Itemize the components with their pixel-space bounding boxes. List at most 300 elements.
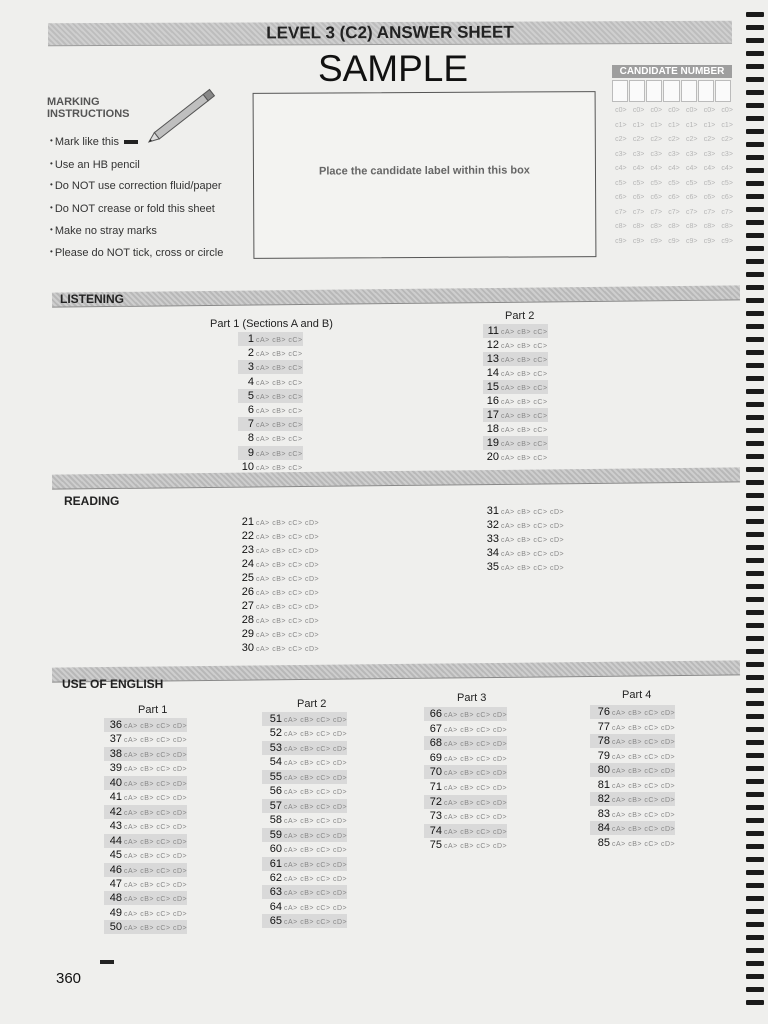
answer-row[interactable] (590, 763, 675, 777)
answer-bubbles[interactable]: cA> cB> cC> cD> (256, 548, 320, 555)
answer-row[interactable] (590, 836, 675, 850)
question-number: 58 (269, 814, 282, 827)
answer-row[interactable] (238, 389, 303, 403)
label-box-text: Place the candidate label within this box (318, 164, 530, 178)
answer-row[interactable] (483, 450, 548, 464)
candidate-digit-row (612, 119, 736, 134)
answer-bubbles[interactable]: cA> cB> cC> cD> (284, 818, 348, 826)
question-number: 29 (241, 628, 254, 640)
answer-bubbles[interactable]: cA> cB> cC> (256, 436, 303, 444)
question-number: 16 (486, 395, 499, 407)
answer-bubbles[interactable]: cA> cB> cC> (256, 464, 303, 472)
question-number: 60 (269, 843, 282, 856)
candidate-digit-bubble[interactable]: c8> (703, 223, 716, 230)
instruction-no-tick: • Please do NOT tick, cross or circle (50, 247, 224, 259)
candidate-digit-bubble[interactable]: c2> (721, 136, 733, 143)
answer-bubbles[interactable]: cA> cB> cC> cD> (444, 741, 508, 749)
candidate-digit-bubble[interactable]: c4> (685, 165, 698, 172)
answer-row[interactable] (483, 324, 548, 338)
candidate-digit-bubble[interactable]: c9> (685, 237, 698, 245)
answer-row[interactable] (234, 543, 319, 557)
question-number: 74 (429, 824, 442, 837)
candidate-digit-bubble[interactable]: c4> (668, 165, 680, 172)
answer-row[interactable] (262, 784, 347, 798)
candidate-digit-bubble[interactable]: c2> (650, 136, 663, 143)
answer-bubbles[interactable]: cA> cB> cC> cD> (612, 753, 676, 761)
answer-row[interactable] (424, 780, 507, 794)
candidate-digit-bubble[interactable]: c1> (685, 121, 698, 129)
answer-row[interactable] (483, 352, 548, 366)
question-number: 14 (486, 367, 499, 379)
answer-row[interactable] (234, 571, 319, 585)
candidate-digit-bubble[interactable]: c4> (721, 165, 733, 172)
candidate-digit-bubble[interactable]: c7> (721, 208, 733, 216)
candidate-digit-bubble[interactable]: c7> (615, 208, 627, 216)
listening-section-bar (52, 285, 740, 307)
answer-bubbles[interactable]: cA> cB> cC> cD> (124, 737, 188, 745)
question-number: 12 (486, 339, 499, 351)
answer-bubbles[interactable]: cA> cB> cC> (256, 351, 303, 359)
answer-row[interactable] (104, 747, 187, 761)
question-number: 61 (269, 857, 282, 870)
sheet-title: LEVEL 3 (C2) ANSWER SHEET (48, 21, 732, 46)
answer-bubbles[interactable]: cA> cB> cC> cD> (256, 604, 320, 611)
answer-bubbles[interactable]: cA> cB> cC> cD> (612, 739, 676, 746)
candidate-digit-bubble[interactable]: c0> (685, 107, 698, 114)
answer-row[interactable] (238, 360, 303, 374)
candidate-digit-bubble[interactable]: c3> (650, 150, 663, 158)
question-number: 49 (109, 906, 122, 919)
answer-row[interactable] (262, 871, 347, 885)
candidate-digit-bubble[interactable]: c8> (721, 223, 733, 230)
answer-bubbles[interactable]: cA> cB> cC> (501, 413, 548, 420)
instruction-no-correction-fluid: • Do NOT use correction fluid/paper (50, 180, 222, 192)
answer-row[interactable] (424, 824, 507, 838)
candidate-digit-bubble[interactable]: c0> (721, 107, 733, 114)
candidate-digit-bubble[interactable]: c3> (615, 150, 627, 158)
question-number: 13 (486, 353, 499, 365)
candidate-digit-bubble[interactable]: c7> (632, 208, 645, 216)
candidate-digit-row (612, 206, 736, 221)
answer-bubbles[interactable]: cA> cB> cC> cD> (124, 751, 188, 759)
answer-bubbles[interactable]: cA> cB> cC> cD> (612, 782, 676, 790)
question-number: 68 (429, 737, 442, 750)
answer-bubbles[interactable]: cA> cB> cC> cD> (284, 847, 348, 855)
question-number: 62 (269, 871, 282, 884)
answer-bubbles[interactable]: cA> cB> cC> cD> (284, 919, 348, 927)
answer-row[interactable] (234, 515, 319, 529)
answer-row[interactable] (234, 599, 319, 613)
answer-row[interactable] (483, 546, 564, 560)
candidate-digit-bubble[interactable]: c8> (615, 223, 627, 230)
candidate-number-boxes[interactable] (612, 80, 732, 102)
answer-bubbles[interactable]: cA> cB> cC> (501, 357, 548, 364)
question-number: 70 (429, 766, 442, 779)
candidate-digit-bubble[interactable]: c3> (703, 150, 716, 158)
question-number: 67 (429, 722, 442, 735)
answer-bubbles[interactable]: cA> cB> cC> (501, 399, 548, 406)
question-number: 52 (269, 727, 282, 740)
answer-bubbles[interactable]: cA> cB> cC> (256, 365, 303, 373)
answer-bubbles[interactable]: cA> cB> cC> cD> (284, 832, 348, 840)
answer-bubbles[interactable]: cA> cB> cC> cD> (501, 565, 565, 572)
candidate-digit-bubble[interactable]: c2> (668, 136, 680, 143)
answer-bubbles[interactable]: cA> cB> cC> (501, 343, 548, 350)
question-number: 31 (486, 505, 499, 517)
answer-row[interactable] (104, 891, 187, 905)
answer-row[interactable] (483, 366, 548, 380)
question-number: 55 (269, 770, 282, 783)
answer-bubbles[interactable]: cA> cB> cC> cD> (256, 562, 320, 569)
candidate-digit-bubble[interactable]: c0> (650, 107, 663, 114)
answer-bubbles[interactable]: cA> cB> cC> cD> (256, 646, 320, 653)
answer-bubbles[interactable]: cA> cB> cC> cD> (612, 840, 676, 848)
candidate-digit-bubble[interactable]: c6> (721, 194, 733, 201)
answer-bubbles[interactable]: cA> cB> cC> cD> (124, 925, 188, 933)
answer-row[interactable] (104, 718, 187, 732)
candidate-number-grid[interactable] (612, 104, 736, 249)
answer-row[interactable] (483, 338, 548, 352)
answer-row[interactable] (234, 641, 319, 655)
candidate-digit-bubble[interactable]: c6> (685, 194, 698, 201)
answer-row[interactable] (104, 819, 187, 833)
answer-row[interactable] (234, 627, 319, 641)
answer-row[interactable] (262, 842, 347, 856)
answer-row[interactable] (104, 732, 187, 746)
candidate-digit-bubble[interactable]: c1> (650, 121, 663, 129)
answer-bubbles[interactable]: cA> cB> cC> cD> (284, 731, 348, 739)
answer-bubbles[interactable]: cA> cB> cC> cD> (124, 896, 188, 904)
answer-bubbles[interactable]: cA> cB> cC> (501, 385, 548, 392)
question-number: 82 (597, 793, 610, 805)
answer-bubbles[interactable]: cA> cB> cC> cD> (444, 843, 508, 851)
answer-row[interactable] (262, 885, 347, 899)
answer-row[interactable] (238, 446, 303, 460)
listening-part2-heading: Part 2 (505, 310, 535, 322)
answer-bubbles[interactable]: cA> cB> cC> (256, 450, 303, 458)
answer-bubbles[interactable]: cA> cB> cC> cD> (284, 774, 348, 782)
candidate-digit-bubble[interactable]: c8> (668, 223, 680, 230)
candidate-digit-bubble[interactable]: c0> (632, 107, 645, 114)
answer-row[interactable] (590, 792, 675, 806)
question-number: 7 (247, 418, 254, 431)
answer-row[interactable] (424, 809, 507, 823)
question-number: 15 (486, 381, 499, 393)
candidate-digit-bubble[interactable]: c7> (703, 208, 716, 216)
answer-row[interactable] (262, 770, 347, 784)
answer-bubbles[interactable]: cA> cB> cC> cD> (124, 853, 188, 861)
answer-row[interactable] (483, 436, 548, 450)
answer-row[interactable] (262, 813, 347, 827)
answer-row[interactable] (104, 848, 187, 862)
candidate-digit-row (612, 104, 736, 119)
answer-bubbles[interactable]: cA> cB> cC> (256, 422, 303, 430)
answer-row[interactable] (104, 761, 187, 775)
answer-bubbles[interactable]: cA> cB> cC> cD> (501, 509, 565, 516)
candidate-digit-bubble[interactable]: c5> (668, 179, 680, 187)
answer-bubbles[interactable]: cA> cB> cC> cD> (124, 910, 188, 918)
candidate-digit-bubble[interactable]: c2> (632, 136, 645, 143)
answer-bubbles[interactable]: cA> cB> cC> (501, 329, 548, 336)
answer-row[interactable] (262, 900, 347, 914)
candidate-digit-bubble[interactable]: c8> (650, 223, 663, 230)
candidate-digit-bubble[interactable]: c1> (668, 121, 680, 129)
answer-bubbles[interactable]: cA> cB> cC> cD> (124, 809, 188, 817)
answer-row[interactable] (238, 332, 303, 346)
candidate-digit-bubble[interactable]: c8> (632, 223, 645, 230)
candidate-digit-bubble[interactable]: c9> (632, 237, 645, 245)
listening-heading: LISTENING (60, 292, 125, 306)
answer-row[interactable] (104, 863, 187, 877)
answer-row[interactable] (483, 532, 564, 546)
answer-row[interactable] (262, 828, 347, 842)
answer-row[interactable] (590, 705, 675, 719)
candidate-digit-bubble[interactable]: c2> (703, 136, 716, 143)
candidate-digit-bubble[interactable]: c1> (721, 121, 733, 129)
candidate-digit-bubble[interactable]: c3> (685, 150, 698, 158)
candidate-digit-bubble[interactable]: c5> (703, 179, 716, 187)
answer-row[interactable] (424, 722, 507, 736)
candidate-digit-row (612, 133, 736, 148)
candidate-digit-bubble[interactable]: c3> (721, 150, 733, 158)
candidate-digit-bubble[interactable]: c6> (632, 194, 645, 201)
answer-row[interactable] (238, 431, 303, 445)
candidate-digit-bubble[interactable]: c7> (668, 208, 680, 216)
answer-bubbles[interactable]: cA> cB> cC> cD> (124, 867, 188, 875)
answer-row[interactable] (424, 838, 507, 852)
answer-row[interactable] (104, 790, 187, 804)
candidate-digit-bubble[interactable]: c2> (615, 136, 627, 143)
answer-row[interactable] (590, 821, 675, 835)
answer-bubbles[interactable]: cA> cB> cC> cD> (501, 523, 565, 530)
answer-row[interactable] (590, 778, 675, 792)
answer-row[interactable] (262, 712, 347, 726)
answer-bubbles[interactable]: cA> cB> cC> cD> (124, 723, 188, 730)
answer-row[interactable] (262, 755, 347, 769)
answer-bubbles[interactable]: cA> cB> cC> cD> (124, 766, 188, 774)
answer-bubbles[interactable]: cA> cB> cC> cD> (284, 760, 348, 768)
question-number: 76 (597, 706, 610, 718)
answer-row[interactable] (590, 720, 675, 734)
answer-bubbles[interactable]: cA> cB> cC> cD> (284, 803, 348, 811)
answer-row[interactable] (424, 736, 507, 750)
question-number: 54 (269, 756, 282, 769)
answer-bubbles[interactable]: cA> cB> cC> cD> (124, 780, 188, 788)
answer-row[interactable] (238, 403, 303, 417)
question-number: 79 (597, 749, 610, 762)
candidate-digit-bubble[interactable]: c1> (703, 121, 716, 129)
question-number: 45 (109, 849, 122, 862)
candidate-digit-bubble[interactable]: c6> (615, 194, 627, 201)
uoe-part4-heading: Part 4 (622, 689, 652, 701)
answer-bubbles[interactable]: cA> cB> cC> cD> (444, 726, 508, 734)
answer-bubbles[interactable]: cA> cB> cC> cD> (256, 534, 320, 541)
candidate-digit-bubble[interactable]: c9> (650, 237, 663, 245)
answer-bubbles[interactable]: cA> cB> cC> cD> (284, 904, 348, 912)
candidate-digit-bubble[interactable]: c9> (668, 237, 680, 245)
answer-bubbles[interactable]: cA> cB> cC> cD> (256, 618, 320, 625)
answer-row[interactable] (590, 807, 675, 821)
answer-bubbles[interactable]: cA> cB> cC> cD> (284, 861, 348, 869)
answer-row[interactable] (262, 741, 347, 755)
answer-bubbles[interactable]: cA> cB> cC> cD> (256, 590, 320, 597)
answer-row[interactable] (234, 613, 319, 627)
answer-bubbles[interactable]: cA> cB> cC> (256, 379, 303, 387)
answer-row[interactable] (238, 417, 303, 431)
candidate-digit-bubble[interactable]: c1> (615, 121, 627, 129)
question-number: 38 (109, 747, 122, 760)
answer-bubbles[interactable]: cA> cB> cC> cD> (612, 811, 676, 819)
candidate-digit-bubble[interactable]: c9> (615, 237, 627, 245)
answer-row[interactable] (104, 906, 187, 920)
answer-bubbles[interactable]: cA> cB> cC> cD> (124, 838, 188, 846)
instruction-mark-like-this: • Mark like this (50, 136, 138, 148)
question-number: 28 (241, 614, 254, 626)
answer-bubbles[interactable]: cA> cB> cC> cD> (256, 632, 320, 639)
answer-bubbles[interactable]: cA> cB> cC> cD> (284, 745, 348, 753)
candidate-digit-bubble[interactable]: c3> (632, 150, 645, 158)
answer-row[interactable] (262, 914, 347, 928)
question-number: 42 (109, 805, 122, 818)
answer-row[interactable] (483, 560, 564, 574)
answer-row[interactable] (483, 504, 564, 518)
instruction-no-stray-marks: • Make no stray marks (50, 225, 157, 237)
question-number: 50 (109, 921, 122, 934)
candidate-digit-bubble[interactable]: c3> (668, 150, 680, 158)
answer-bubbles[interactable]: cA> cB> cC> cD> (284, 875, 348, 883)
candidate-digit-bubble[interactable]: c5> (632, 179, 645, 187)
candidate-number-heading: CANDIDATE NUMBER (612, 65, 732, 78)
answer-bubbles[interactable]: cA> cB> cC> (501, 427, 548, 434)
answer-bubbles[interactable]: cA> cB> cC> cD> (444, 770, 508, 778)
answer-bubbles[interactable]: cA> cB> cC> cD> (612, 768, 676, 775)
question-number: 37 (109, 733, 122, 746)
question-number: 66 (429, 708, 442, 720)
answer-bubbles[interactable]: cA> cB> cC> cD> (501, 537, 565, 544)
answer-row[interactable] (483, 394, 548, 408)
answer-row[interactable] (424, 751, 507, 765)
candidate-digit-bubble[interactable]: c4> (632, 165, 645, 172)
question-number: 53 (269, 741, 282, 754)
candidate-digit-bubble[interactable]: c6> (703, 194, 716, 201)
answer-row[interactable] (104, 776, 187, 790)
answer-row[interactable] (104, 877, 187, 891)
candidate-digit-bubble[interactable]: c9> (721, 237, 733, 245)
answer-bubbles[interactable]: cA> cB> cC> cD> (256, 576, 320, 583)
question-number: 40 (109, 776, 122, 789)
answer-bubbles[interactable]: cA> cB> cC> cD> (612, 724, 676, 732)
answer-bubbles[interactable]: cA> cB> cC> cD> (444, 799, 508, 807)
answer-row[interactable] (590, 734, 675, 748)
answer-row[interactable] (262, 726, 347, 740)
answer-row[interactable] (104, 805, 187, 819)
candidate-digit-bubble[interactable]: c8> (685, 223, 698, 230)
answer-row[interactable] (590, 749, 675, 763)
candidate-digit-bubble[interactable]: c0> (668, 107, 680, 114)
answer-row[interactable] (238, 375, 303, 389)
answer-bubbles[interactable]: cA> cB> cC> cD> (612, 710, 676, 717)
answer-row[interactable] (424, 765, 507, 779)
question-number: 3 (247, 361, 254, 374)
answer-bubbles[interactable]: cA> cB> cC> cD> (612, 826, 676, 833)
answer-row[interactable] (234, 557, 319, 571)
candidate-digit-row (612, 220, 736, 235)
answer-row[interactable] (234, 585, 319, 599)
answer-row[interactable] (262, 857, 347, 871)
answer-bubbles[interactable]: cA> cB> cC> cD> (444, 814, 508, 822)
question-number: 77 (597, 720, 610, 733)
candidate-digit-bubble[interactable]: c7> (685, 208, 698, 216)
candidate-digit-bubble[interactable]: c0> (615, 107, 627, 114)
answer-row[interactable] (483, 408, 548, 422)
answer-bubbles[interactable]: cA> cB> cC> cD> (444, 755, 508, 763)
candidate-digit-bubble[interactable]: c6> (650, 194, 663, 201)
marking-instructions-heading (47, 96, 130, 120)
answer-row[interactable] (262, 799, 347, 813)
candidate-digit-bubble[interactable]: c4> (703, 165, 716, 172)
candidate-digit-bubble[interactable]: c2> (685, 136, 698, 143)
candidate-digit-bubble[interactable]: c5> (721, 179, 733, 187)
answer-row[interactable] (483, 518, 564, 532)
candidate-digit-bubble[interactable]: c7> (650, 208, 663, 216)
answer-row[interactable] (234, 529, 319, 543)
answer-bubbles[interactable]: cA> cB> cC> cD> (124, 795, 188, 803)
uoe-part1-heading: Part 1 (138, 704, 168, 716)
question-number: 51 (269, 713, 282, 725)
question-number: 22 (241, 530, 254, 542)
candidate-digit-bubble[interactable]: c9> (703, 237, 716, 245)
answer-bubbles[interactable]: cA> cB> cC> cD> (444, 785, 508, 792)
answer-bubbles[interactable]: cA> cB> cC> (501, 371, 548, 378)
question-number: 8 (247, 432, 254, 445)
answer-bubbles[interactable]: cA> cB> cC> cD> (284, 717, 348, 724)
answer-bubbles[interactable]: cA> cB> cC> cD> (284, 789, 348, 797)
answer-bubbles[interactable]: cA> cB> cC> cD> (612, 797, 676, 804)
answer-bubbles[interactable]: cA> cB> cC> cD> (256, 520, 320, 527)
answer-row[interactable] (483, 422, 548, 436)
answer-bubbles[interactable]: cA> cB> cC> cD> (124, 824, 188, 832)
answer-row[interactable] (424, 795, 507, 809)
answer-bubbles[interactable]: cA> cB> cC> cD> (501, 551, 565, 558)
answer-bubbles[interactable]: cA> cB> cC> (256, 393, 303, 401)
candidate-digit-bubble[interactable]: c4> (615, 165, 627, 172)
candidate-digit-bubble[interactable]: c1> (632, 121, 645, 129)
answer-bubbles[interactable]: cA> cB> cC> cD> (444, 712, 508, 719)
question-number: 26 (241, 586, 254, 598)
candidate-digit-bubble[interactable]: c0> (703, 107, 716, 114)
answer-row[interactable] (483, 380, 548, 394)
candidate-digit-bubble[interactable]: c5> (685, 179, 698, 187)
answer-bubbles[interactable]: cA> cB> cC> cD> (124, 881, 188, 889)
question-number: 20 (486, 451, 499, 463)
candidate-digit-bubble[interactable]: c5> (650, 179, 663, 187)
answer-row[interactable] (104, 920, 187, 934)
answer-row[interactable] (238, 346, 303, 360)
answer-bubbles[interactable]: cA> cB> cC> (501, 455, 548, 462)
question-number: 6 (247, 404, 254, 416)
answer-row[interactable] (424, 707, 507, 721)
candidate-label-box[interactable] (253, 91, 597, 259)
answer-bubbles[interactable]: cA> cB> cC> cD> (444, 828, 508, 836)
candidate-digit-bubble[interactable]: c5> (615, 179, 627, 187)
answer-bubbles[interactable]: cA> cB> cC> (256, 408, 303, 415)
answer-row[interactable] (104, 834, 187, 848)
answer-bubbles[interactable]: cA> cB> cC> (501, 441, 548, 448)
answer-bubbles[interactable]: cA> cB> cC> (256, 337, 303, 344)
candidate-digit-bubble[interactable]: c4> (650, 165, 663, 172)
candidate-digit-bubble[interactable]: c6> (668, 194, 680, 201)
answer-bubbles[interactable]: cA> cB> cC> cD> (284, 890, 348, 898)
